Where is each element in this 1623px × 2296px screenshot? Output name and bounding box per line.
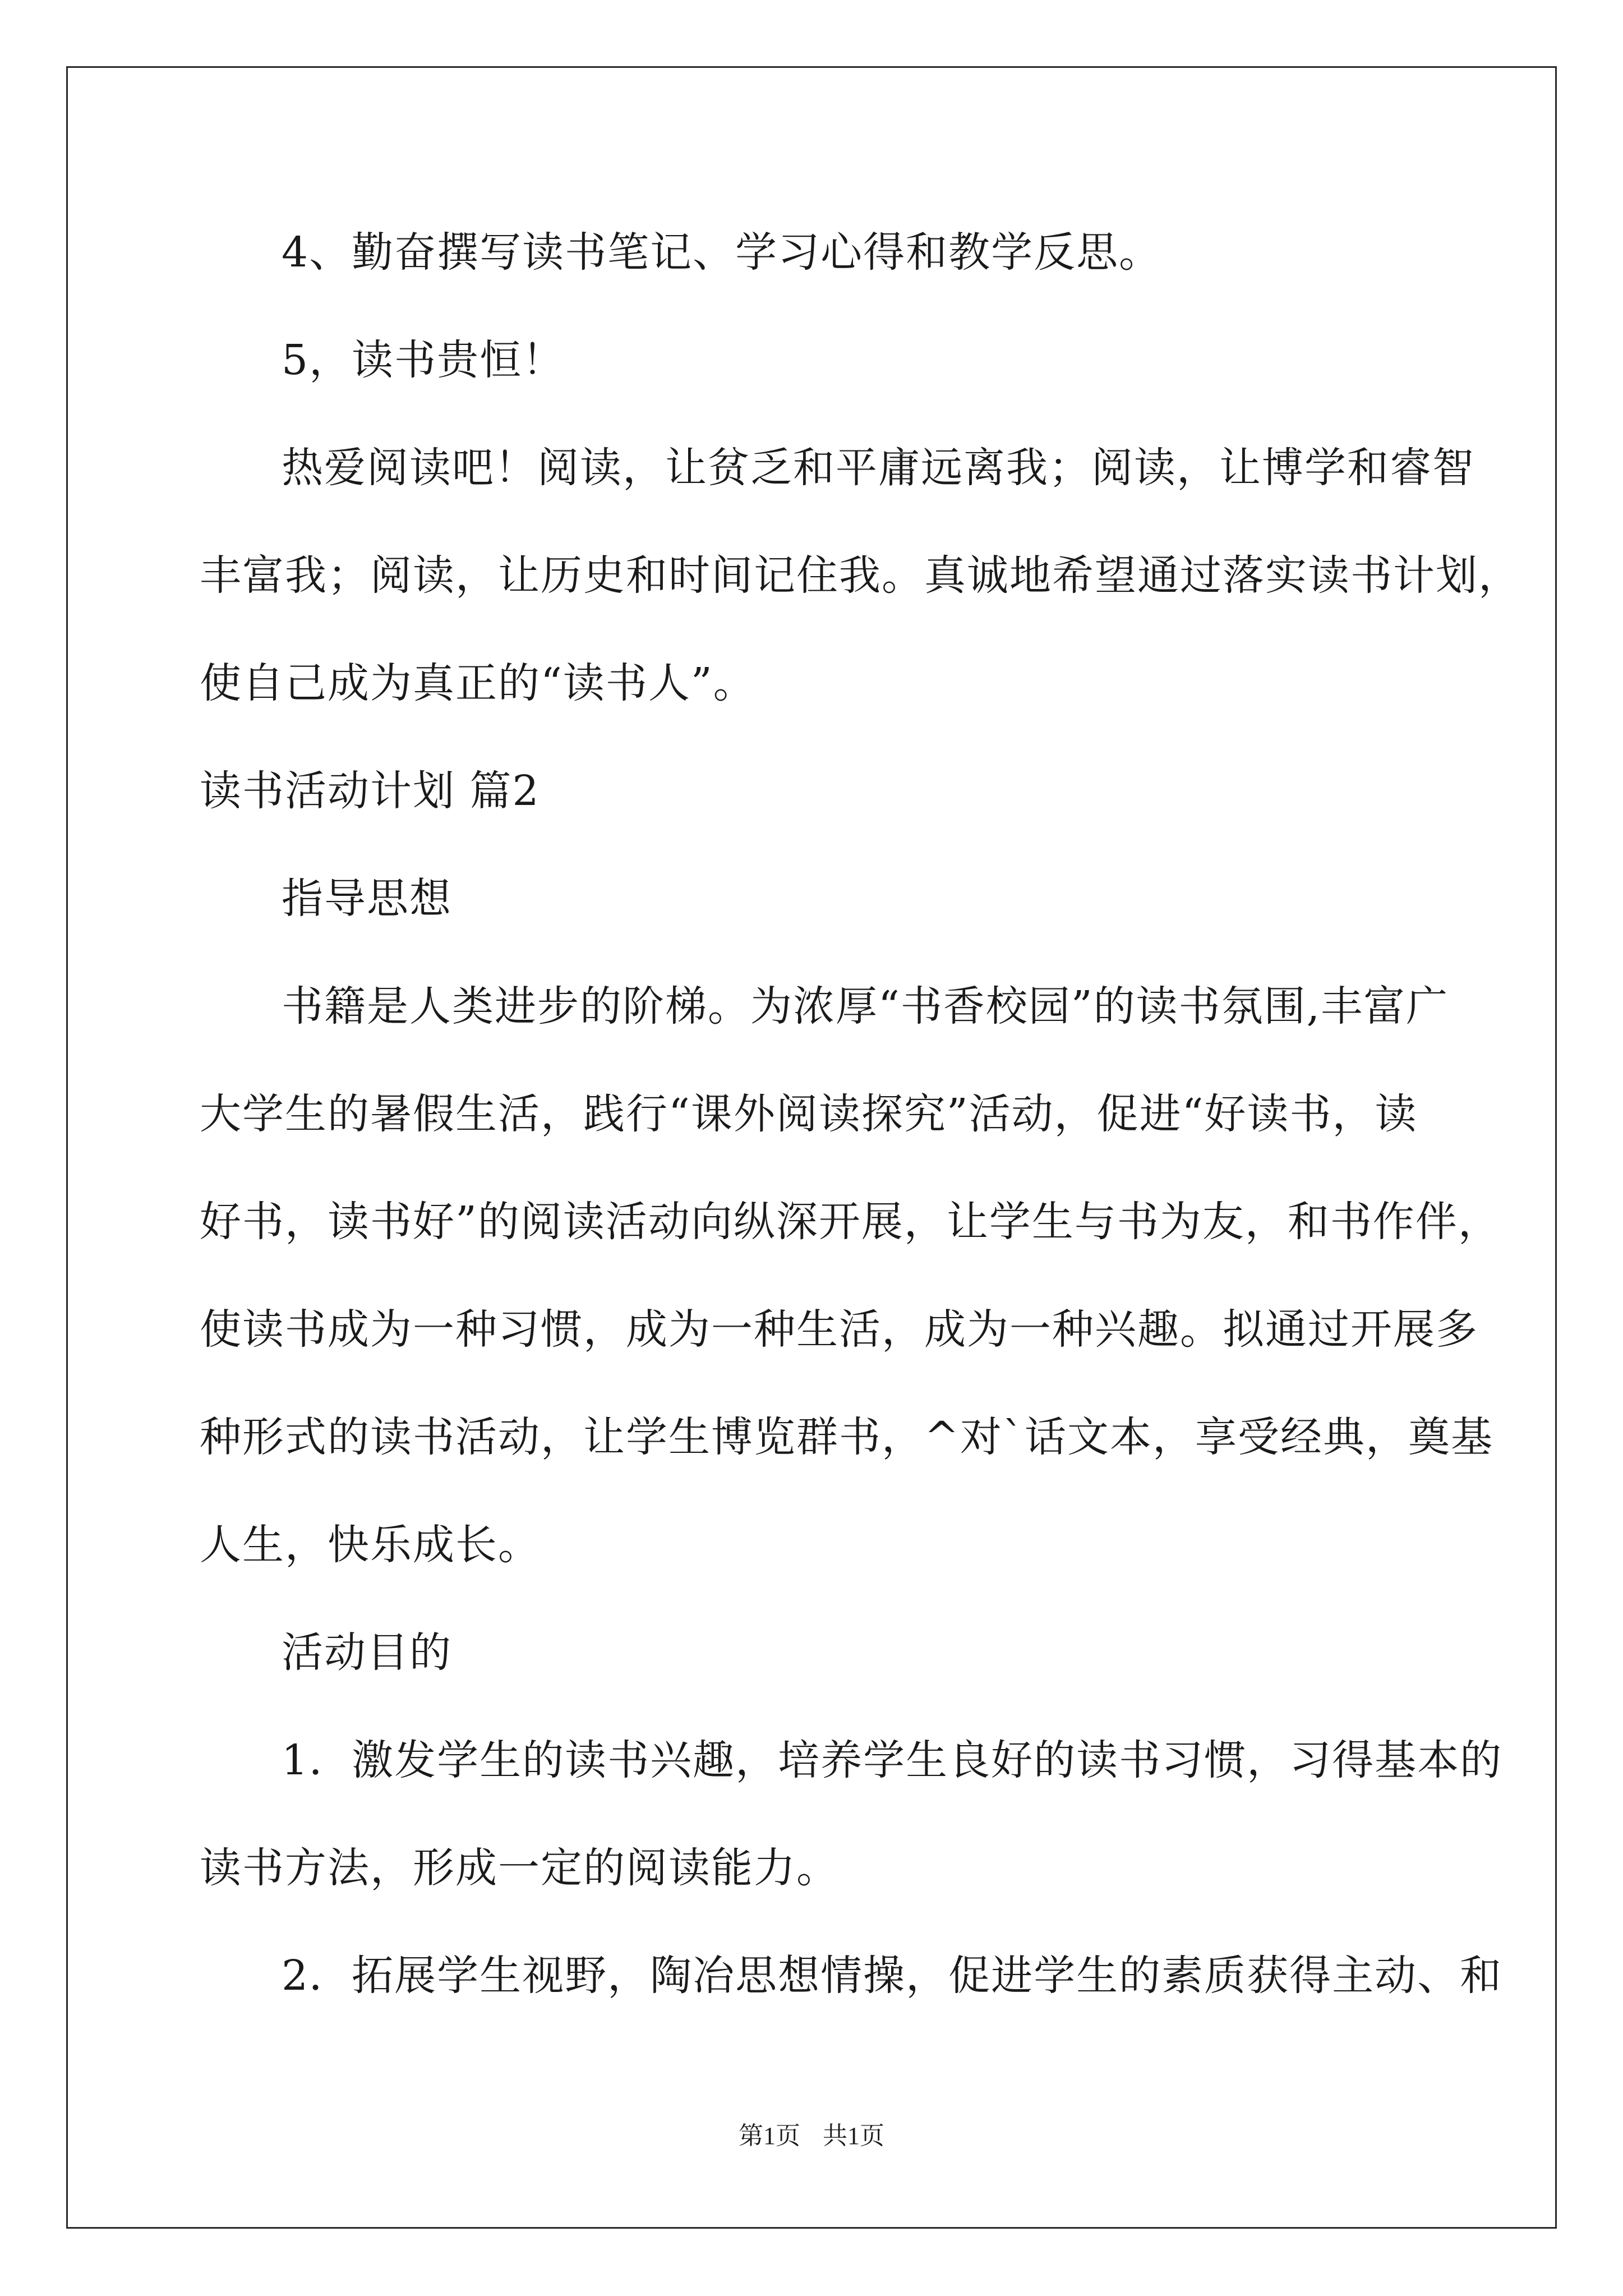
paragraph-line: 5，读书贵恒！ xyxy=(282,336,565,384)
paragraph-line: 1．激发学生的读书兴趣，培养学生良好的读书习惯，习得基本的 xyxy=(282,1736,1503,1784)
paragraph-line: 4、勤奋撰写读书笔记、学习心得和教学反思。 xyxy=(282,228,1162,277)
paragraph-line: 2．拓展学生视野，陶冶思想情操，促进学生的素质获得主动、和 xyxy=(282,1952,1503,2000)
paragraph-line: 使自己成为真正的“读书人”。 xyxy=(200,659,756,707)
paragraph-line: 大学生的暑假生活，践行“课外阅读探究”活动，促进“好读书，读 xyxy=(200,1090,1418,1138)
section-heading: 读书活动计划 篇2 xyxy=(200,767,540,815)
paragraph-line: 读书方法，形成一定的阅读能力。 xyxy=(200,1844,839,1892)
paragraph-line: 书籍是人类进步的阶梯。为浓厚“书香校园”的读书氛围,丰富广 xyxy=(282,982,1449,1030)
paragraph-line: 人生，快乐成长。 xyxy=(200,1521,541,1569)
paragraph-line: 使读书成为一种习惯，成为一种生活，成为一种兴趣。拟通过开展多 xyxy=(200,1305,1478,1354)
paragraph-line: 种形式的读书活动，让学生博览群书，^对`话文本，享受经典，奠基 xyxy=(200,1413,1494,1461)
subheading: 活动目的 xyxy=(282,1628,452,1677)
subheading: 指导思想 xyxy=(282,875,452,923)
page-border xyxy=(66,66,1557,2229)
paragraph-line: 好书，读书好”的阅读活动向纵深开展，让学生与书为友，和书作伴， xyxy=(200,1198,1501,1246)
paragraph-line: 丰富我；阅读，让历史和时间记住我。真诚地希望通过落实读书计划， xyxy=(200,551,1521,600)
paragraph-line: 热爱阅读吧！阅读，让贫乏和平庸远离我；阅读，让博学和睿智 xyxy=(282,444,1475,492)
page-number-current: 第1页 xyxy=(739,2122,800,2150)
page-footer xyxy=(0,2120,1623,2152)
page-number-total: 共1页 xyxy=(823,2122,884,2150)
